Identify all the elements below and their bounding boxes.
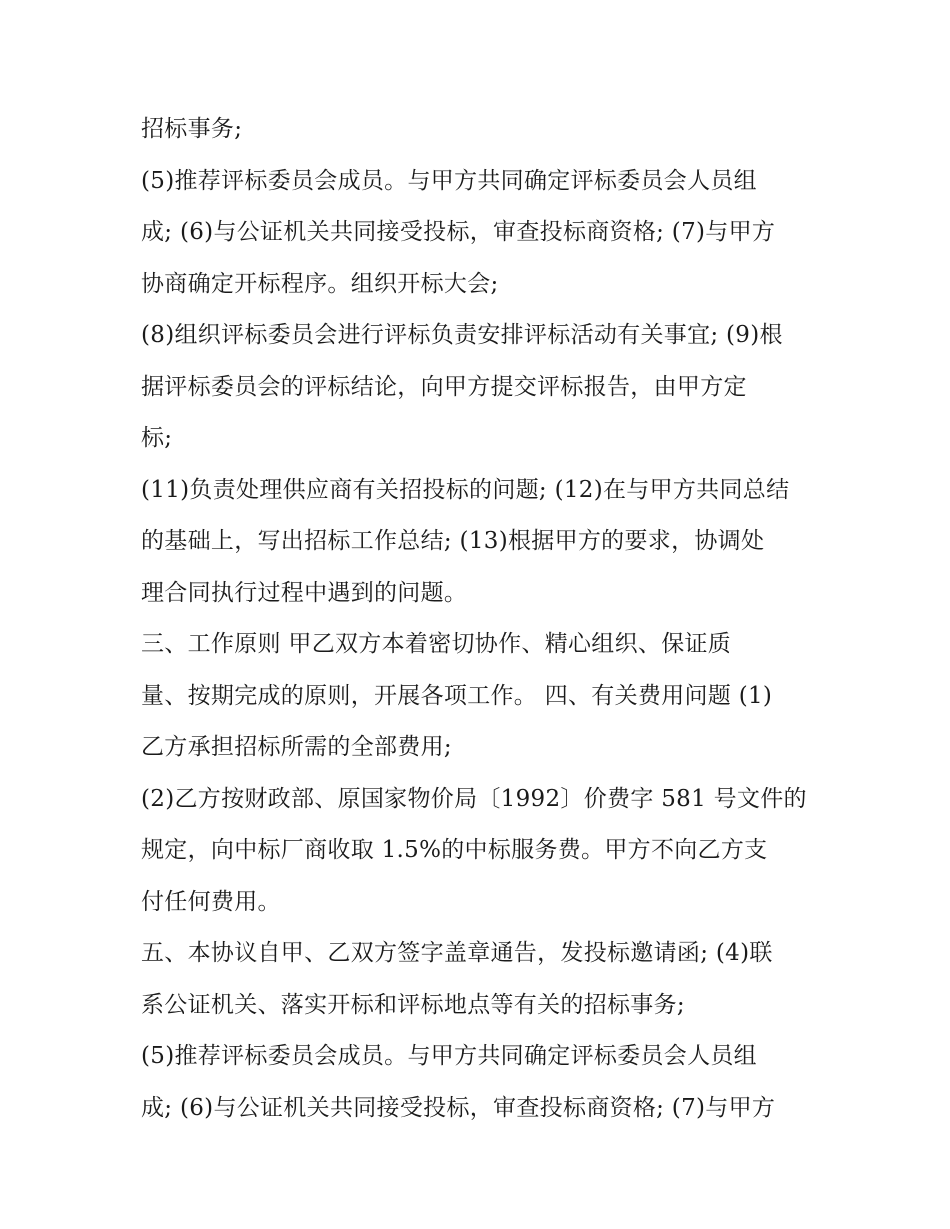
text-line: (5)推荐评标委员会成员。与甲方共同确定评标委员会人员组 (141, 1043, 757, 1069)
text-line: 规定，向中标厂商收取 1.5%的中标服务费。甲方不向乙方支 (141, 837, 768, 863)
text-line: 乙方承担招标所需的全部费用; (141, 734, 452, 760)
text-line: (8)组织评标委员会进行评标负责安排评标活动有关事宜; (9)根 (141, 322, 783, 348)
text-line: (2)乙方按财政部、原国家物价局〔1992〕价费字 581 号文件的 (141, 785, 807, 812)
document-body (141, 106, 821, 1136)
text-line: 招标事务; (141, 116, 243, 142)
text-line: (5)推荐评标委员会成员。与甲方共同确定评标委员会人员组 (141, 167, 757, 194)
text-line: 付任何费用。 (141, 888, 281, 915)
text-line: 标; (141, 425, 173, 451)
text-line: 据评标委员会的评标结论，向甲方提交评标报告，由甲方定 (141, 373, 747, 400)
text-line: 的基础上，写出招标工作总结; (13)根据甲方的要求，协调处 (141, 528, 765, 554)
text-line: 五、本协议自甲、乙双方签字盖章通告，发投标邀请函; (4)联 (141, 940, 773, 966)
text-line: 系公证机关、落实开标和评标地点等有关的招标事务; (141, 991, 685, 1018)
text-line: 三、工作原则 甲乙双方本着密切协作、精心组织、保证质 (141, 631, 732, 657)
text-line: (11)负责处理供应商有关招投标的问题; (12)在与甲方共同总结 (141, 476, 790, 503)
text-line: 量、按期完成的原则，开展各项工作。 四、有关费用问题 (1) (141, 682, 773, 709)
text-line: 协商确定开标程序。组织开标大会; (141, 270, 499, 297)
text-line: 理合同执行过程中遇到的问题。 (141, 579, 468, 606)
text-line: 成; (6)与公证机关共同接受投标，审查投标商资格; (7)与甲方 (141, 219, 776, 245)
text-line: 成; (6)与公证机关共同接受投标，审查投标商资格; (7)与甲方 (141, 1094, 776, 1121)
